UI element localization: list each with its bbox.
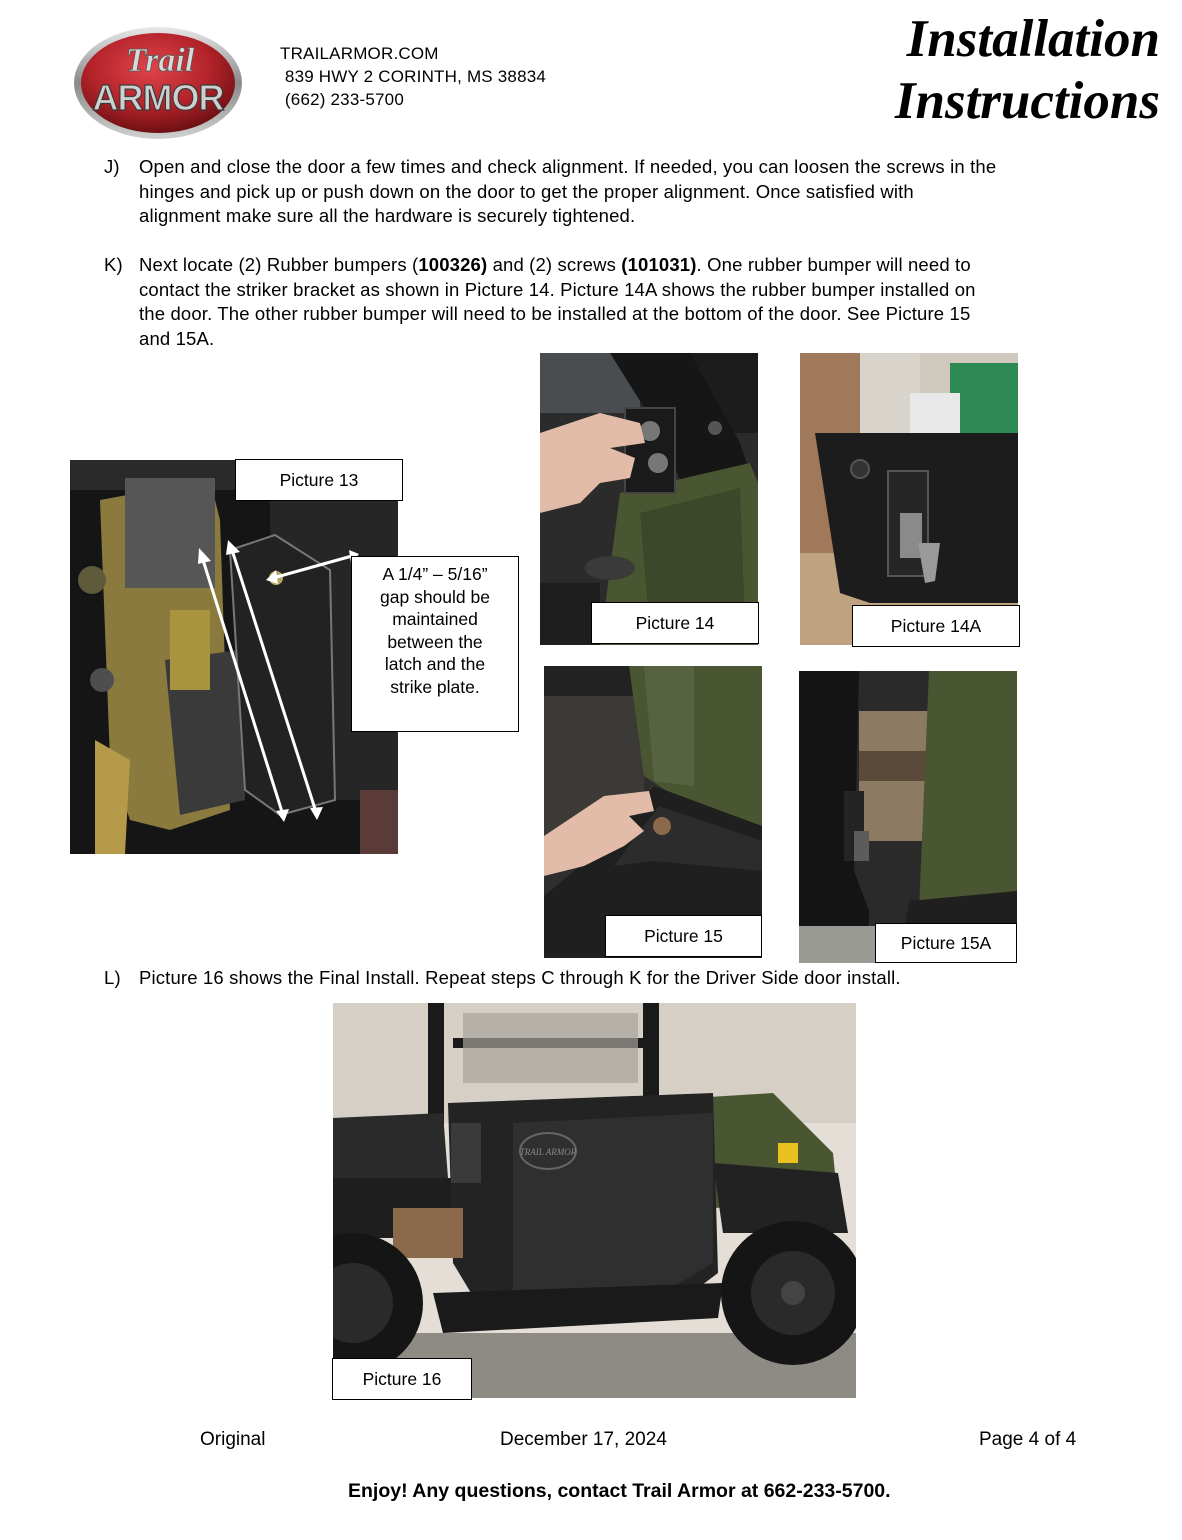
gap-note-line-2: gap should be bbox=[380, 586, 490, 607]
website-text: TRAILARMOR.COM bbox=[280, 44, 439, 63]
step-l bbox=[104, 966, 1144, 992]
gap-note-line-1: A 1/4” – 5/16” bbox=[382, 564, 488, 584]
step-j-line-1: Open and close the door a few times and check alignment. If needed, you can loosen the screws in the bbox=[139, 156, 997, 177]
picture-13-caption: Picture 13 bbox=[235, 459, 403, 501]
picture-15a-photo bbox=[799, 671, 1017, 963]
step-j-letter: J) bbox=[104, 156, 120, 177]
street-address-text: 839 HWY 2 CORINTH, MS 38834 bbox=[280, 67, 547, 86]
title-line-1: Installation bbox=[906, 10, 1160, 68]
picture-14a-caption: Picture 14A bbox=[852, 605, 1020, 647]
step-k-line-4: and 15A. bbox=[139, 327, 215, 349]
part-number-screw: (101031) bbox=[621, 254, 697, 275]
step-j-line-2: hinges and pick up or push down on the door to get the proper alignment. Once satisfied with bbox=[139, 180, 914, 202]
footer-page-number: Page 4 of 4 bbox=[979, 1429, 1077, 1450]
picture-16-caption: Picture 16 bbox=[332, 1358, 472, 1400]
step-k-letter: K) bbox=[104, 254, 123, 275]
step-k-line-1: Next locate (2) Rubber bumpers (100326) and (2) screws (101031). One rubber bumper will need to bbox=[139, 254, 971, 275]
footer-date: December 17, 2024 bbox=[500, 1429, 667, 1450]
svg-text:Trail: Trail bbox=[125, 42, 195, 79]
trail-armor-logo bbox=[72, 24, 244, 142]
step-k bbox=[104, 253, 1144, 353]
part-number-bumper: 100326) bbox=[418, 254, 488, 275]
company-address-block bbox=[280, 42, 546, 111]
title-line-2: Instructions bbox=[894, 72, 1160, 130]
gap-note-line-4: between the bbox=[387, 631, 483, 652]
page-title bbox=[860, 8, 1160, 132]
picture-14-caption: Picture 14 bbox=[591, 602, 759, 644]
closing-contact-line: Enjoy! Any questions, contact Trail Armor at 662-233-5700. bbox=[348, 1480, 891, 1502]
gap-note-callout bbox=[351, 556, 519, 732]
picture-15-caption: Picture 15 bbox=[605, 915, 762, 957]
step-l-letter: L) bbox=[104, 967, 121, 988]
picture-13-photo bbox=[70, 460, 398, 854]
step-l-text: Picture 16 shows the Final Install. Repeat steps C through K for the Driver Side door install. bbox=[139, 967, 901, 988]
step-j-line-3: alignment make sure all the hardware is securely tightened. bbox=[139, 205, 636, 226]
picture-14a-photo bbox=[800, 353, 1018, 645]
step-k-line-3: the door. The other rubber bumper will need to be installed at the bottom of the door. See Picture 15 bbox=[139, 303, 971, 324]
gap-note-line-3: maintained bbox=[392, 609, 478, 629]
phone-text: (662) 233-5700 bbox=[280, 90, 404, 109]
picture-16-photo bbox=[333, 1003, 856, 1398]
svg-text:ARMOR: ARMOR bbox=[92, 77, 224, 118]
step-j bbox=[104, 155, 1144, 233]
picture-15a-caption: Picture 15A bbox=[875, 923, 1017, 963]
step-k-line-2: contact the striker bracket as shown in Picture 14. Picture 14A shows the rubber bumper installed on bbox=[139, 278, 976, 300]
gap-note-line-6: strike plate. bbox=[390, 676, 480, 697]
gap-note-line-5: latch and the bbox=[384, 654, 486, 674]
door-decal-text: TRAIL ARMOR bbox=[519, 1147, 577, 1157]
footer-version: Original bbox=[200, 1429, 266, 1450]
